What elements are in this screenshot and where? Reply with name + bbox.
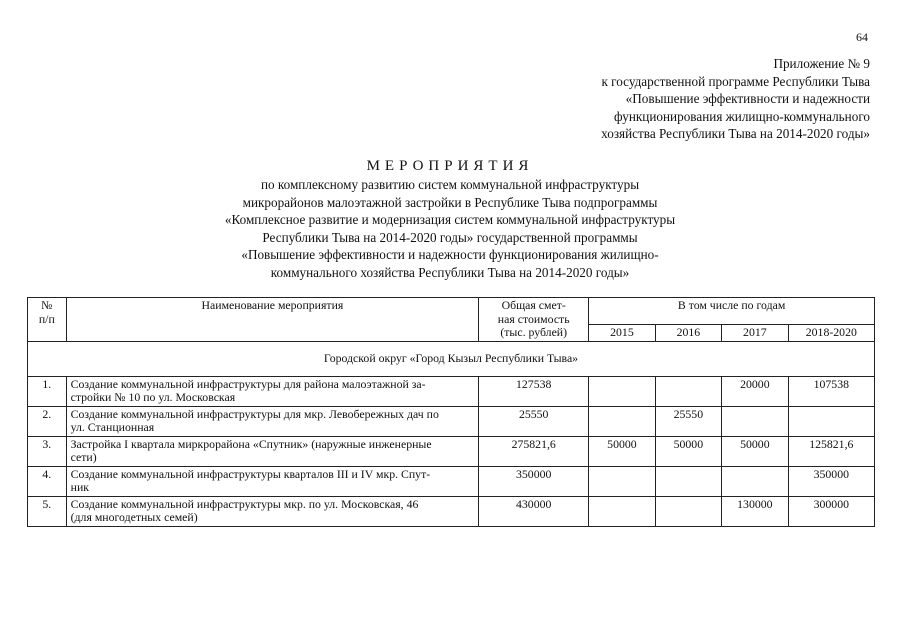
header-year-2017: 2017 <box>722 324 789 341</box>
section-row <box>28 341 875 376</box>
table-row <box>28 436 875 466</box>
events-table <box>27 297 875 527</box>
row-y2015: 50000 <box>589 436 655 466</box>
row-name-line: Застройка I квартала миркрорайона «Спутник» (наружные инженерные <box>70 436 432 451</box>
row-name-line: ник <box>70 480 89 494</box>
row-num: 2. <box>28 406 67 436</box>
header-num-line: п/п <box>38 311 55 326</box>
header-total-line: (тыс. рублей) <box>500 325 568 339</box>
appendix-line: Приложение № 9 <box>773 56 870 71</box>
row-total: 25550 <box>479 406 589 436</box>
row-y2016 <box>655 376 721 406</box>
row-total: 430000 <box>479 496 589 526</box>
row-y2018-2020 <box>788 406 874 436</box>
header-year-2018-2020: 2018-2020 <box>788 324 874 341</box>
row-name <box>66 406 479 436</box>
appendix-line: «Повышение эффективности и надежности <box>625 91 870 106</box>
row-y2015 <box>589 406 655 436</box>
row-name <box>66 376 479 406</box>
row-name-line: (для многодетных семей) <box>70 510 198 524</box>
row-name <box>66 436 479 466</box>
header-total-line: Общая смет- <box>501 298 566 312</box>
title-line: коммунального хозяйства Республики Тыва на 2014-2020 годы» <box>270 264 630 280</box>
table-row <box>28 466 875 496</box>
row-num: 3. <box>28 436 67 466</box>
row-y2018-2020: 125821,6 <box>788 436 874 466</box>
row-y2018-2020: 350000 <box>788 466 874 496</box>
table-row <box>28 376 875 406</box>
row-name-line: стройки № 10 по ул. Московская <box>70 390 236 404</box>
header-num <box>28 298 67 342</box>
title-line: «Повышение эффективности и надежности функционирования жилищно- <box>241 247 659 262</box>
row-y2017: 130000 <box>722 496 789 526</box>
row-num: 4. <box>28 466 67 496</box>
page-number: 64 <box>856 30 868 44</box>
row-name-line: сети) <box>70 450 97 464</box>
row-total: 275821,6 <box>479 436 589 466</box>
header-num-line: № <box>41 298 53 312</box>
row-total: 350000 <box>479 466 589 496</box>
row-total: 127538 <box>479 376 589 406</box>
row-y2017 <box>722 406 789 436</box>
title-line: «Комплексное развитие и модернизация систем коммунальной инфраструктуры <box>224 212 676 227</box>
row-y2015 <box>589 496 655 526</box>
table-row <box>28 406 875 436</box>
row-y2017: 20000 <box>722 376 789 406</box>
appendix-line: функционирования жилищно-коммунального <box>614 108 870 124</box>
header-year-2015: 2015 <box>589 324 655 341</box>
title-line: по комплексному развитию систем коммунальной инфраструктуры <box>260 177 640 192</box>
row-y2017 <box>722 466 789 496</box>
row-name-line: Создание коммунальной инфраструктуры кварталов III и IV мкр. Спут- <box>70 466 431 481</box>
table-row <box>28 496 875 526</box>
appendix-line: хозяйства Республики Тыва на 2014-2020 годы» <box>601 126 870 141</box>
title-line: микрорайонов малоэтажной застройки в Республике Тыва подпрограммы <box>242 194 658 210</box>
row-name <box>66 496 479 526</box>
header-year-2016: 2016 <box>655 324 721 341</box>
table-header-row <box>28 298 875 325</box>
row-name-line: Создание коммунальной инфраструктуры для района малоэтажной за- <box>70 376 426 391</box>
section-title: Городской округ «Город Кызыл Республики Тыва» <box>28 341 875 376</box>
header-name: Наименование мероприятия <box>66 298 479 342</box>
row-num: 1. <box>28 376 67 406</box>
title-line: Республики Тыва на 2014-2020 годы» государственной программы <box>262 229 638 245</box>
appendix-line: к государственной программе Республики Тыва <box>601 73 870 89</box>
row-num: 5. <box>28 496 67 526</box>
appendix-heading <box>540 55 870 143</box>
row-y2016 <box>655 466 721 496</box>
row-name-line: Создание коммунальной инфраструктуры мкр. по ул. Московская, 46 <box>70 496 419 511</box>
main-title: МЕРОПРИЯТИЯ <box>366 158 534 174</box>
header-total-line: ная стоимость <box>497 311 570 326</box>
row-y2016 <box>655 496 721 526</box>
row-y2017: 50000 <box>722 436 789 466</box>
header-by-years: В том числе по годам <box>589 298 875 325</box>
row-name-line: Создание коммунальной инфраструктуры для мкр. Левобережных дач по <box>70 406 439 421</box>
document-title <box>150 157 750 281</box>
row-y2016: 50000 <box>655 436 721 466</box>
header-total <box>479 298 589 342</box>
row-name <box>66 466 479 496</box>
row-y2018-2020: 300000 <box>788 496 874 526</box>
row-y2015 <box>589 466 655 496</box>
row-y2016: 25550 <box>655 406 721 436</box>
row-y2015 <box>589 376 655 406</box>
row-y2018-2020: 107538 <box>788 376 874 406</box>
row-name-line: ул. Станционная <box>70 420 155 434</box>
